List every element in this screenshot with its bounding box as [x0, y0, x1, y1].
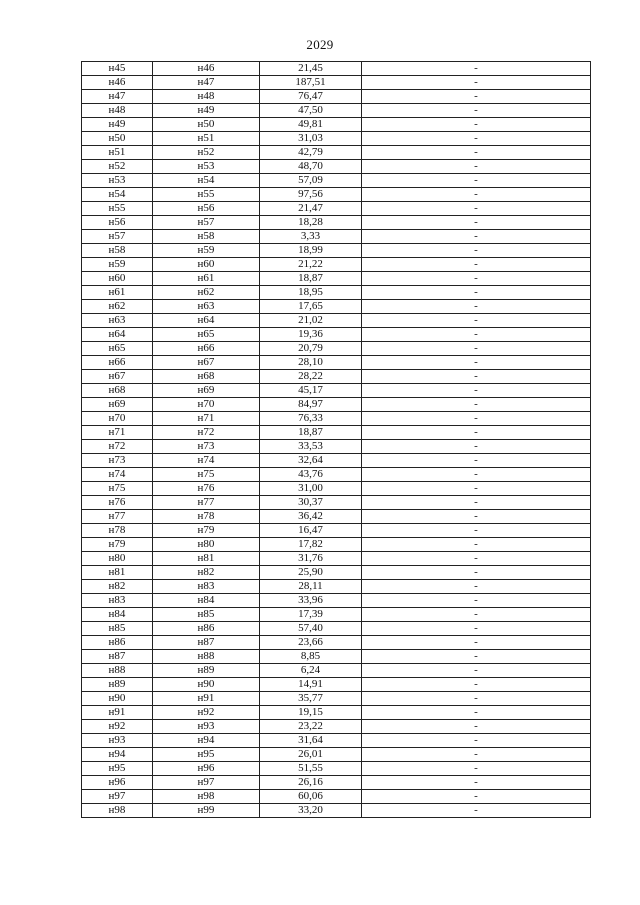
note-cell: - — [362, 636, 591, 650]
table-row — [82, 468, 591, 482]
to-point-cell: н51 — [153, 132, 260, 146]
from-point-cell: н63 — [82, 314, 153, 328]
table-row — [82, 286, 591, 300]
distance-cell: 21,22 — [260, 258, 362, 272]
from-point-cell: н65 — [82, 342, 153, 356]
distance-cell: 31,76 — [260, 552, 362, 566]
to-point-cell: н78 — [153, 510, 260, 524]
note-cell: - — [362, 174, 591, 188]
to-point-cell: н61 — [153, 272, 260, 286]
from-point-cell: н66 — [82, 356, 153, 370]
table-row — [82, 524, 591, 538]
note-cell: - — [362, 76, 591, 90]
note-cell: - — [362, 426, 591, 440]
table-row — [82, 230, 591, 244]
note-cell: - — [362, 482, 591, 496]
distance-cell: 8,85 — [260, 650, 362, 664]
to-point-cell: н91 — [153, 692, 260, 706]
distance-cell: 97,56 — [260, 188, 362, 202]
note-cell: - — [362, 552, 591, 566]
distance-cell: 18,99 — [260, 244, 362, 258]
table-row — [82, 720, 591, 734]
distance-cell: 60,06 — [260, 790, 362, 804]
from-point-cell: н97 — [82, 790, 153, 804]
note-cell: - — [362, 384, 591, 398]
table-row — [82, 664, 591, 678]
from-point-cell: н87 — [82, 650, 153, 664]
note-cell: - — [362, 454, 591, 468]
note-cell: - — [362, 496, 591, 510]
note-cell: - — [362, 286, 591, 300]
to-point-cell: н79 — [153, 524, 260, 538]
to-point-cell: н60 — [153, 258, 260, 272]
note-cell: - — [362, 230, 591, 244]
table-row — [82, 328, 591, 342]
to-point-cell: н85 — [153, 608, 260, 622]
from-point-cell: н74 — [82, 468, 153, 482]
table-row — [82, 258, 591, 272]
to-point-cell: н99 — [153, 804, 260, 818]
table-row — [82, 160, 591, 174]
note-cell: - — [362, 650, 591, 664]
to-point-cell: н77 — [153, 496, 260, 510]
to-point-cell: н82 — [153, 566, 260, 580]
to-point-cell: н73 — [153, 440, 260, 454]
from-point-cell: н98 — [82, 804, 153, 818]
distance-cell: 57,40 — [260, 622, 362, 636]
from-point-cell: н79 — [82, 538, 153, 552]
distance-cell: 18,87 — [260, 426, 362, 440]
distance-cell: 26,01 — [260, 748, 362, 762]
note-cell: - — [362, 678, 591, 692]
distance-cell: 76,33 — [260, 412, 362, 426]
to-point-cell: н57 — [153, 216, 260, 230]
note-cell: - — [362, 608, 591, 622]
note-cell: - — [362, 776, 591, 790]
to-point-cell: н98 — [153, 790, 260, 804]
from-point-cell: н56 — [82, 216, 153, 230]
table-row — [82, 580, 591, 594]
to-point-cell: н58 — [153, 230, 260, 244]
table-row — [82, 384, 591, 398]
distance-cell: 25,90 — [260, 566, 362, 580]
from-point-cell: н73 — [82, 454, 153, 468]
distance-cell: 23,66 — [260, 636, 362, 650]
to-point-cell: н90 — [153, 678, 260, 692]
table-row — [82, 272, 591, 286]
table-row — [82, 398, 591, 412]
from-point-cell: н64 — [82, 328, 153, 342]
note-cell: - — [362, 748, 591, 762]
table-row — [82, 104, 591, 118]
table-row — [82, 342, 591, 356]
note-cell: - — [362, 272, 591, 286]
note-cell: - — [362, 328, 591, 342]
note-cell: - — [362, 720, 591, 734]
to-point-cell: н75 — [153, 468, 260, 482]
note-cell: - — [362, 300, 591, 314]
to-point-cell: н81 — [153, 552, 260, 566]
from-point-cell: н53 — [82, 174, 153, 188]
to-point-cell: н50 — [153, 118, 260, 132]
note-cell: - — [362, 146, 591, 160]
distance-cell: 32,64 — [260, 454, 362, 468]
to-point-cell: н72 — [153, 426, 260, 440]
from-point-cell: н83 — [82, 594, 153, 608]
to-point-cell: н84 — [153, 594, 260, 608]
note-cell: - — [362, 370, 591, 384]
note-cell: - — [362, 566, 591, 580]
from-point-cell: н72 — [82, 440, 153, 454]
to-point-cell: н46 — [153, 62, 260, 76]
from-point-cell: н81 — [82, 566, 153, 580]
distance-cell: 26,16 — [260, 776, 362, 790]
distance-cell: 57,09 — [260, 174, 362, 188]
to-point-cell: н86 — [153, 622, 260, 636]
distance-cell: 21,47 — [260, 202, 362, 216]
from-point-cell: н54 — [82, 188, 153, 202]
from-point-cell: н75 — [82, 482, 153, 496]
distance-cell: 187,51 — [260, 76, 362, 90]
note-cell: - — [362, 762, 591, 776]
note-cell: - — [362, 188, 591, 202]
table-row — [82, 440, 591, 454]
table-row — [82, 706, 591, 720]
distance-cell: 48,70 — [260, 160, 362, 174]
to-point-cell: н54 — [153, 174, 260, 188]
distance-cell: 17,82 — [260, 538, 362, 552]
distance-cell: 47,50 — [260, 104, 362, 118]
note-cell: - — [362, 804, 591, 818]
to-point-cell: н65 — [153, 328, 260, 342]
note-cell: - — [362, 692, 591, 706]
distance-cell: 28,22 — [260, 370, 362, 384]
note-cell: - — [362, 244, 591, 258]
note-cell: - — [362, 622, 591, 636]
note-cell: - — [362, 580, 591, 594]
from-point-cell: н92 — [82, 720, 153, 734]
to-point-cell: н96 — [153, 762, 260, 776]
table-row — [82, 118, 591, 132]
table-row — [82, 356, 591, 370]
table-row — [82, 776, 591, 790]
to-point-cell: н94 — [153, 734, 260, 748]
table-row — [82, 622, 591, 636]
distance-cell: 51,55 — [260, 762, 362, 776]
to-point-cell: н63 — [153, 300, 260, 314]
note-cell: - — [362, 132, 591, 146]
from-point-cell: н59 — [82, 258, 153, 272]
from-point-cell: н77 — [82, 510, 153, 524]
to-point-cell: н53 — [153, 160, 260, 174]
table-row — [82, 790, 591, 804]
to-point-cell: н83 — [153, 580, 260, 594]
from-point-cell: н68 — [82, 384, 153, 398]
distance-cell: 16,47 — [260, 524, 362, 538]
to-point-cell: н48 — [153, 90, 260, 104]
table-row — [82, 650, 591, 664]
from-point-cell: н52 — [82, 160, 153, 174]
note-cell: - — [362, 62, 591, 76]
from-point-cell: н50 — [82, 132, 153, 146]
to-point-cell: н76 — [153, 482, 260, 496]
from-point-cell: н94 — [82, 748, 153, 762]
table-row — [82, 482, 591, 496]
distance-cell: 45,17 — [260, 384, 362, 398]
from-point-cell: н96 — [82, 776, 153, 790]
to-point-cell: н88 — [153, 650, 260, 664]
note-cell: - — [362, 216, 591, 230]
note-cell: - — [362, 412, 591, 426]
to-point-cell: н89 — [153, 664, 260, 678]
from-point-cell: н60 — [82, 272, 153, 286]
table-row — [82, 146, 591, 160]
table-row — [82, 608, 591, 622]
from-point-cell: н85 — [82, 622, 153, 636]
from-point-cell: н71 — [82, 426, 153, 440]
to-point-cell: н66 — [153, 342, 260, 356]
note-cell: - — [362, 790, 591, 804]
table-row — [82, 62, 591, 76]
to-point-cell: н74 — [153, 454, 260, 468]
to-point-cell: н80 — [153, 538, 260, 552]
to-point-cell: н62 — [153, 286, 260, 300]
note-cell: - — [362, 468, 591, 482]
to-point-cell: н92 — [153, 706, 260, 720]
note-cell: - — [362, 202, 591, 216]
from-point-cell: н80 — [82, 552, 153, 566]
distance-cell: 21,02 — [260, 314, 362, 328]
table-row — [82, 454, 591, 468]
distance-cell: 18,87 — [260, 272, 362, 286]
from-point-cell: н69 — [82, 398, 153, 412]
table-row — [82, 188, 591, 202]
to-point-cell: н47 — [153, 76, 260, 90]
note-cell: - — [362, 524, 591, 538]
from-point-cell: н70 — [82, 412, 153, 426]
table-row — [82, 594, 591, 608]
distance-cell: 20,79 — [260, 342, 362, 356]
distance-cell: 18,28 — [260, 216, 362, 230]
from-point-cell: н47 — [82, 90, 153, 104]
boundary-points-table — [81, 61, 591, 818]
from-point-cell: н88 — [82, 664, 153, 678]
table-row — [82, 370, 591, 384]
table-row — [82, 496, 591, 510]
note-cell: - — [362, 118, 591, 132]
table-row — [82, 734, 591, 748]
to-point-cell: н68 — [153, 370, 260, 384]
table-row — [82, 678, 591, 692]
distance-cell: 49,81 — [260, 118, 362, 132]
note-cell: - — [362, 314, 591, 328]
note-cell: - — [362, 342, 591, 356]
from-point-cell: н57 — [82, 230, 153, 244]
from-point-cell: н46 — [82, 76, 153, 90]
note-cell: - — [362, 258, 591, 272]
from-point-cell: н95 — [82, 762, 153, 776]
table-row — [82, 300, 591, 314]
from-point-cell: н45 — [82, 62, 153, 76]
from-point-cell: н55 — [82, 202, 153, 216]
table-row — [82, 132, 591, 146]
table-row — [82, 216, 591, 230]
note-cell: - — [362, 510, 591, 524]
table-row — [82, 636, 591, 650]
distance-cell: 14,91 — [260, 678, 362, 692]
to-point-cell: н93 — [153, 720, 260, 734]
distance-cell: 84,97 — [260, 398, 362, 412]
table-row — [82, 538, 591, 552]
from-point-cell: н67 — [82, 370, 153, 384]
table-row — [82, 692, 591, 706]
table-row — [82, 552, 591, 566]
distance-cell: 19,36 — [260, 328, 362, 342]
from-point-cell: н78 — [82, 524, 153, 538]
to-point-cell: н70 — [153, 398, 260, 412]
distance-cell: 33,53 — [260, 440, 362, 454]
note-cell: - — [362, 104, 591, 118]
from-point-cell: н48 — [82, 104, 153, 118]
to-point-cell: н87 — [153, 636, 260, 650]
note-cell: - — [362, 734, 591, 748]
distance-cell: 76,47 — [260, 90, 362, 104]
table-row — [82, 426, 591, 440]
table-row — [82, 748, 591, 762]
distance-cell: 28,11 — [260, 580, 362, 594]
note-cell: - — [362, 594, 591, 608]
distance-cell: 35,77 — [260, 692, 362, 706]
to-point-cell: н64 — [153, 314, 260, 328]
to-point-cell: н56 — [153, 202, 260, 216]
distance-cell: 31,03 — [260, 132, 362, 146]
distance-cell: 21,45 — [260, 62, 362, 76]
note-cell: - — [362, 160, 591, 174]
table-row — [82, 510, 591, 524]
to-point-cell: н67 — [153, 356, 260, 370]
distance-cell: 17,39 — [260, 608, 362, 622]
distance-cell: 23,22 — [260, 720, 362, 734]
distance-cell: 33,20 — [260, 804, 362, 818]
from-point-cell: н82 — [82, 580, 153, 594]
distance-cell: 42,79 — [260, 146, 362, 160]
from-point-cell: н61 — [82, 286, 153, 300]
distance-cell: 31,64 — [260, 734, 362, 748]
from-point-cell: н58 — [82, 244, 153, 258]
from-point-cell: н49 — [82, 118, 153, 132]
distance-cell: 6,24 — [260, 664, 362, 678]
distance-cell: 31,00 — [260, 482, 362, 496]
distance-cell: 19,15 — [260, 706, 362, 720]
table-row — [82, 566, 591, 580]
table-row — [82, 174, 591, 188]
to-point-cell: н71 — [153, 412, 260, 426]
note-cell: - — [362, 538, 591, 552]
from-point-cell: н84 — [82, 608, 153, 622]
to-point-cell: н59 — [153, 244, 260, 258]
note-cell: - — [362, 90, 591, 104]
table-row — [82, 202, 591, 216]
to-point-cell: н49 — [153, 104, 260, 118]
note-cell: - — [362, 356, 591, 370]
from-point-cell: н76 — [82, 496, 153, 510]
table-body — [82, 62, 591, 818]
note-cell: - — [362, 398, 591, 412]
from-point-cell: н89 — [82, 678, 153, 692]
distance-cell: 36,42 — [260, 510, 362, 524]
page-number: 2029 — [306, 37, 334, 52]
table-row — [82, 762, 591, 776]
distance-cell: 30,37 — [260, 496, 362, 510]
to-point-cell: н52 — [153, 146, 260, 160]
from-point-cell: н86 — [82, 636, 153, 650]
from-point-cell: н51 — [82, 146, 153, 160]
to-point-cell: н55 — [153, 188, 260, 202]
table-row — [82, 244, 591, 258]
to-point-cell: н69 — [153, 384, 260, 398]
from-point-cell: н62 — [82, 300, 153, 314]
to-point-cell: н97 — [153, 776, 260, 790]
note-cell: - — [362, 664, 591, 678]
note-cell: - — [362, 440, 591, 454]
distance-cell: 18,95 — [260, 286, 362, 300]
from-point-cell: н93 — [82, 734, 153, 748]
distance-cell: 17,65 — [260, 300, 362, 314]
distance-cell: 43,76 — [260, 468, 362, 482]
distance-cell: 33,96 — [260, 594, 362, 608]
from-point-cell: н91 — [82, 706, 153, 720]
table-row — [82, 314, 591, 328]
to-point-cell: н95 — [153, 748, 260, 762]
from-point-cell: н90 — [82, 692, 153, 706]
table-row — [82, 90, 591, 104]
table-row — [82, 412, 591, 426]
table-row — [82, 76, 591, 90]
table-row — [82, 804, 591, 818]
distance-cell: 3,33 — [260, 230, 362, 244]
note-cell: - — [362, 706, 591, 720]
distance-cell: 28,10 — [260, 356, 362, 370]
